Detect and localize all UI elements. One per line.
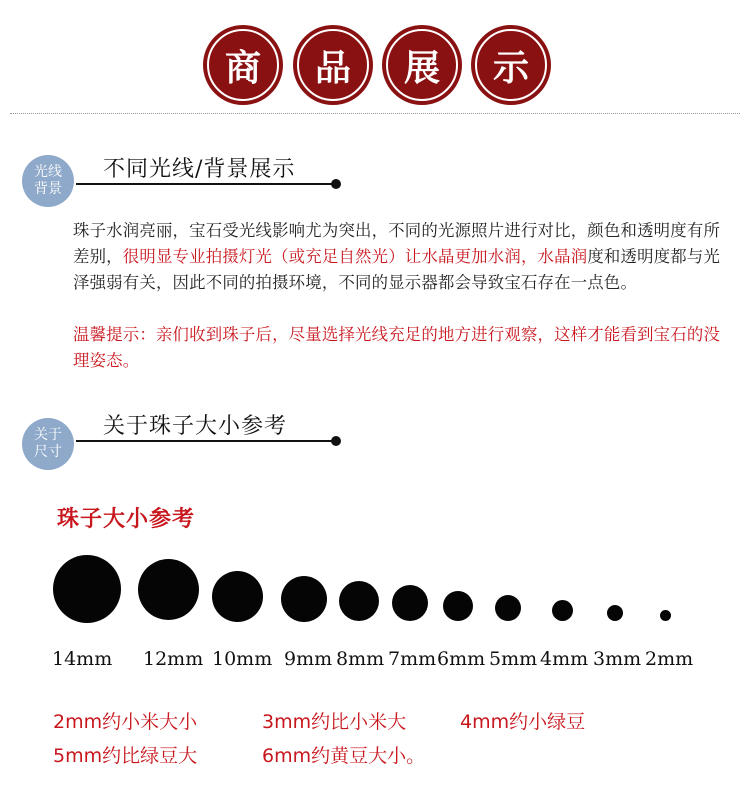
bead-14mm [53,555,121,623]
header-char-circle-3 [382,25,462,105]
bead-6mm [443,591,473,621]
bead-4mm [552,600,573,621]
section-underline [76,183,336,185]
description-text: 珠子水润亮丽，宝石受光线影响尤为突出，不同的光源照片进行对比，颜色和透明度有所差别， [73,221,721,266]
header-char-circle-2 [293,25,373,105]
bead-8mm [339,581,379,621]
badge-line: 背景 [34,181,62,197]
bead-9mm [281,576,327,622]
bead-12mm [138,559,199,620]
section-badge-lighting [22,155,74,207]
section-badge-size [22,418,74,470]
size-note: 3mm约比小米大 [262,711,407,733]
bead-2mm [660,610,671,621]
bead-5mm [495,595,521,621]
bead-label: 2mm [645,648,694,670]
bead-label: 5mm [489,648,538,670]
description-text: 度和透明度都与光泽强弱有关，因此不同的拍摄环境，不同的显示器都会导致宝石存在一点色。 [73,247,721,292]
bead-label: 12mm [143,648,204,670]
section-title-lighting: 不同光线/背景展示 [103,157,296,182]
size-note: 5mm约比绿豆大 [53,745,198,767]
header-char: 品 [314,46,351,89]
header-divider [10,113,740,114]
section-underline [76,440,336,442]
bead-label: 4mm [540,648,589,670]
bead-3mm [607,605,623,621]
badge-line: 关于 [34,427,62,443]
badge-line: 尺寸 [34,444,62,460]
size-note: 4mm约小绿豆 [460,711,586,733]
header-char-circle-4 [471,25,551,105]
bead-label: 8mm [336,648,385,670]
bead-10mm [212,571,263,622]
description-highlight: 很明显专业拍摄灯光（或充足自然光）让水晶更加水润，水晶润 [122,247,588,266]
bead-label: 7mm [388,648,437,670]
section-underline-dot [331,436,341,446]
header-char: 商 [224,46,261,89]
size-note: 2mm约小米大小 [53,711,198,733]
bead-size-reference-title: 珠子大小参考 [57,507,196,532]
header-char: 示 [492,46,529,89]
badge-line: 光线 [34,164,62,180]
bead-label: 6mm [437,648,486,670]
section-title-size: 关于珠子大小参考 [103,414,288,439]
bead-label: 3mm [593,648,642,670]
header-char: 展 [403,46,440,89]
section-underline-dot [331,179,341,189]
lighting-description [73,218,730,296]
warm-tip: 温馨提示：亲们收到珠子后，尽量选择光线充足的地方进行观察，这样才能看到宝石的没理姿态。 [73,325,721,370]
bead-label: 9mm [284,648,333,670]
bead-label: 14mm [52,648,113,670]
size-note: 6mm约黄豆大小。 [262,745,426,767]
bead-label: 10mm [212,648,273,670]
header-char-circle-1 [203,25,283,105]
bead-7mm [392,585,428,621]
